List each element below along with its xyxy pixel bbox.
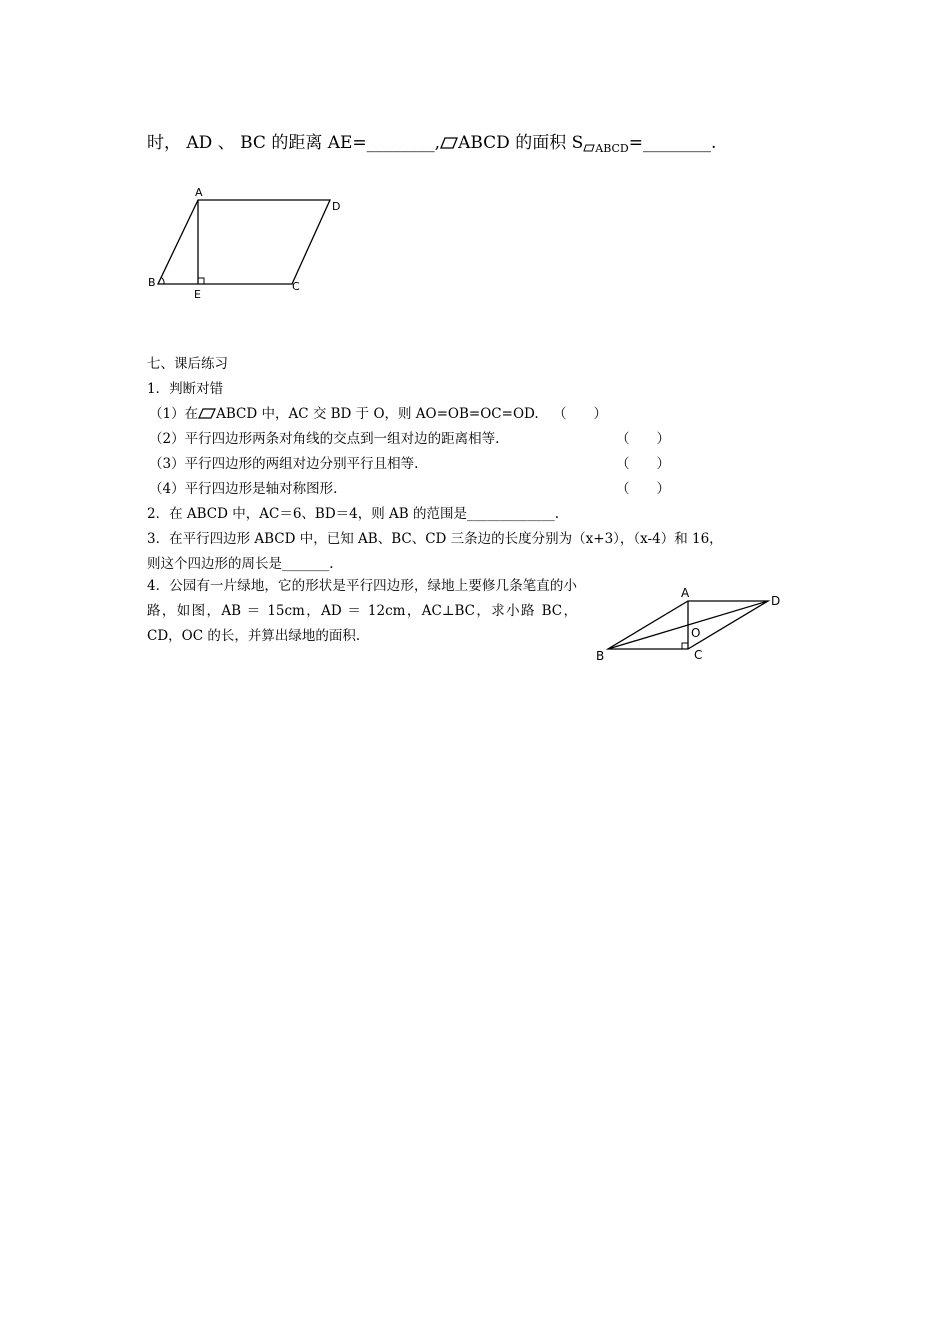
label-o: O [691, 626, 701, 640]
q3-line-1: 3．在平行四边形 ABCD 中，已知 AB、BC、CD 三条边的长度分别为（x+3），（x-4）和 16， [147, 531, 723, 547]
q1-item-2: （2）平行四边形两条对角线的交点到一组对边的距离相等. [149, 431, 500, 447]
q1-item-1 [149, 402, 539, 422]
label-e: E [194, 288, 201, 301]
q1-item-1-blank: （ ） [553, 406, 607, 422]
label-a-2: A [681, 586, 690, 600]
q1-title: 1．判断对错 [147, 381, 224, 397]
label-d-2: D [771, 594, 781, 608]
figure-parallelogram-1 [140, 180, 360, 305]
q1-item-4-blank: （ ） [616, 481, 670, 497]
top-line-text-1: 时， AD 、 BC 的距离 AE=________, [147, 133, 441, 153]
angle-b-mark [162, 278, 165, 285]
q3-line-2: 则这个四边形的周长是_______. [147, 556, 334, 572]
label-b: B [148, 276, 156, 289]
top-line-text-2: ABCD 的面积 S [458, 133, 584, 153]
right-angle-mark-2 [682, 643, 688, 649]
q1-item-1-prefix: （1）在 [149, 406, 199, 422]
area-subscript-text: ABCD [595, 142, 629, 155]
parallelogram-icon [198, 408, 216, 419]
q1-item-4: （4）平行四边形是轴对称图形. [149, 481, 338, 497]
label-a: A [195, 186, 203, 199]
q4-text: 4．公园有一片绿地，它的形状是平行四边形，绿地上要修几条笔直的小路，如图，AB ＝ 15cm，AD ＝ 12cm，AC⊥BC，求小路 BC，CD，OC 的长，并算出绿地的面积. [147, 578, 577, 644]
area-subscript [583, 142, 628, 155]
parallelogram-abcd [158, 200, 330, 284]
q1-item-1-text: ABCD 中，AC 交 BD 于 O，则 AO=OB=OC=OD. [216, 406, 539, 422]
parallelogram-icon [583, 144, 595, 152]
label-c: C [292, 280, 300, 293]
top-question-line [147, 128, 716, 155]
section-title: 七、课后练习 [147, 356, 228, 372]
q1-item-2-blank: （ ） [616, 431, 670, 447]
q1-item-3-blank: （ ） [616, 456, 670, 472]
label-c-2: C [694, 648, 703, 662]
parallelogram-icon [440, 137, 458, 149]
label-d: D [332, 200, 341, 213]
right-angle-mark [198, 278, 204, 284]
top-line-text-3: =________. [628, 133, 717, 153]
q2-text: 2．在 ABCD 中，AC＝6、BD＝4，则 AB 的范围是_____________. [147, 506, 560, 522]
figure-parallelogram-2 [590, 585, 790, 665]
label-b-2: B [596, 649, 605, 663]
q1-item-3: （3）平行四边形的两组对边分别平行且相等. [149, 456, 419, 472]
